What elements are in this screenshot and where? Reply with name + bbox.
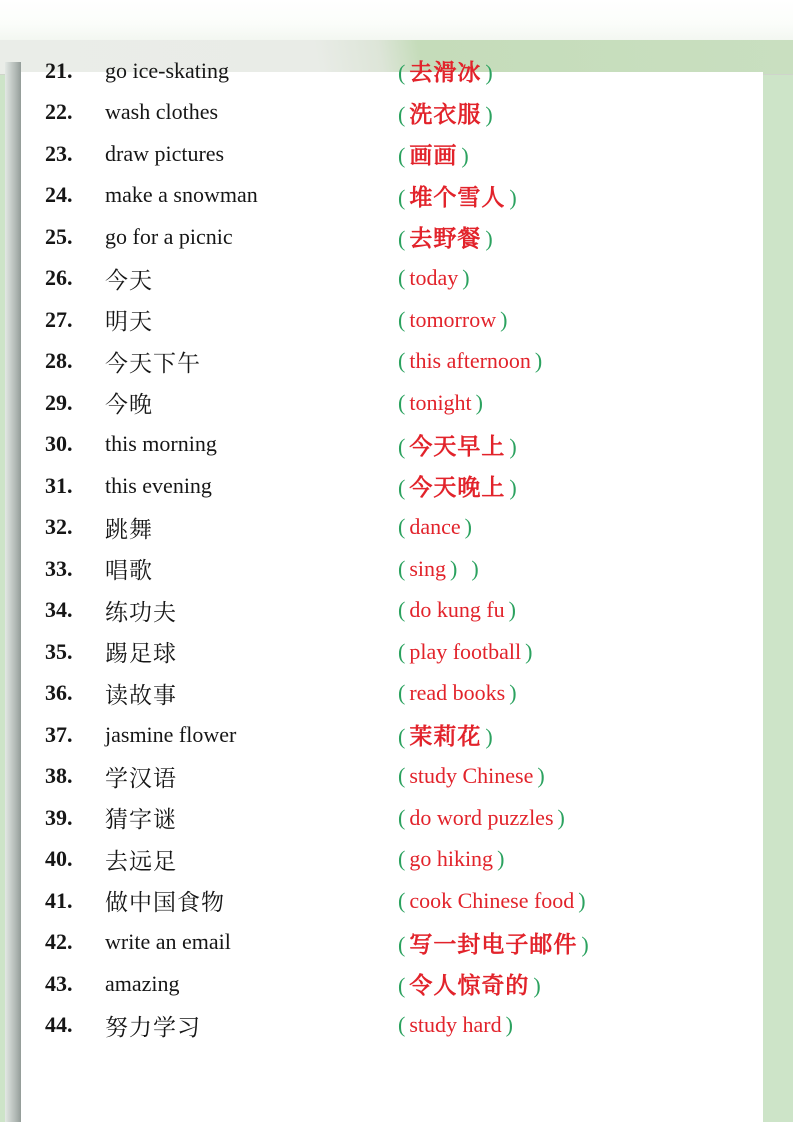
vocab-list-item xyxy=(20,714,763,756)
translation-text: today xyxy=(409,265,459,291)
close-paren: ) xyxy=(534,348,543,374)
item-term: jasmine flower xyxy=(105,721,237,747)
item-number: 36. xyxy=(45,680,73,706)
vocab-list-item xyxy=(20,299,763,341)
vocab-list xyxy=(20,50,763,1046)
vocab-list-item xyxy=(20,756,763,798)
item-translation xyxy=(398,763,763,789)
close-paren: ) xyxy=(475,389,483,415)
vocab-list-item xyxy=(20,258,763,300)
item-number: 37. xyxy=(45,721,73,747)
item-number: 23. xyxy=(45,140,73,166)
item-translation xyxy=(398,307,763,333)
translation-text: study hard xyxy=(409,1012,502,1038)
vocab-list-item xyxy=(20,133,763,175)
item-translation xyxy=(398,428,763,461)
open-paren: ( xyxy=(398,638,406,664)
item-term: 学汉语 xyxy=(105,765,177,792)
item-number: 42. xyxy=(45,929,73,955)
close-paren: ) xyxy=(557,804,565,830)
close-paren: ) xyxy=(485,724,493,750)
item-number: 21. xyxy=(45,57,73,83)
translation-text: 去滑冰 xyxy=(409,60,482,87)
close-paren: ) xyxy=(525,638,533,664)
close-paren: ) xyxy=(505,1012,513,1038)
item-number: 25. xyxy=(45,223,73,249)
close-paren: ) xyxy=(581,931,589,957)
open-paren: ( xyxy=(398,348,406,374)
item-translation xyxy=(398,967,763,1000)
item-number: 28. xyxy=(45,348,73,374)
vocab-list-item xyxy=(20,880,763,922)
item-translation xyxy=(398,179,763,212)
extra-close-paren: ) xyxy=(471,555,479,581)
vocab-list-item xyxy=(20,839,763,881)
translation-text: 去野餐 xyxy=(409,226,482,253)
item-translation xyxy=(398,348,763,374)
item-term: go ice-skating xyxy=(105,57,230,83)
close-paren: ) xyxy=(509,184,517,210)
item-translation xyxy=(398,926,763,959)
vocab-list-item xyxy=(20,175,763,217)
close-paren: ) xyxy=(537,763,545,789)
vocab-list-item xyxy=(20,424,763,466)
item-translation xyxy=(398,54,763,87)
translation-text: read books xyxy=(409,680,506,706)
translation-text: this afternoon xyxy=(409,348,531,374)
translation-text: 今天晚上 xyxy=(409,475,506,502)
item-number: 31. xyxy=(45,472,73,498)
vocab-list-item xyxy=(20,590,763,632)
close-paren: ) xyxy=(464,514,472,540)
close-paren: ) xyxy=(461,143,469,169)
page-left-edge-shadow xyxy=(5,62,21,1122)
item-term: 努力学习 xyxy=(105,1014,201,1041)
open-paren: ( xyxy=(398,887,406,913)
open-paren: ( xyxy=(398,597,406,623)
item-term: 猜字谜 xyxy=(105,807,177,834)
vocab-list-item xyxy=(20,631,763,673)
item-translation xyxy=(398,805,763,831)
vocab-list-item xyxy=(20,341,763,383)
item-translation xyxy=(398,1012,763,1038)
item-term: 做中国食物 xyxy=(105,890,225,917)
open-paren: ( xyxy=(398,555,406,581)
item-term: write an email xyxy=(105,929,231,955)
item-number: 32. xyxy=(45,514,73,540)
open-paren: ( xyxy=(398,475,406,501)
vocab-list-item xyxy=(20,1005,763,1047)
translation-text: dance xyxy=(409,514,461,540)
item-number: 33. xyxy=(45,555,73,581)
open-paren: ( xyxy=(398,763,406,789)
vocab-list-item xyxy=(20,963,763,1005)
open-paren: ( xyxy=(398,60,406,86)
item-translation xyxy=(398,888,763,914)
translation-text: 令人惊奇的 xyxy=(409,973,530,1000)
vocab-list-item xyxy=(20,548,763,590)
translation-text: do word puzzles xyxy=(409,804,554,830)
item-translation xyxy=(398,469,763,502)
open-paren: ( xyxy=(398,101,406,127)
translation-text: 茉莉花 xyxy=(409,724,482,751)
close-paren: ) xyxy=(485,101,493,127)
open-paren: ( xyxy=(398,724,406,750)
translation-text: cook Chinese food xyxy=(409,887,575,913)
translation-text: study Chinese xyxy=(409,763,534,789)
vocab-list-item xyxy=(20,50,763,92)
close-paren: ) xyxy=(497,846,505,872)
item-translation xyxy=(398,96,763,129)
item-number: 27. xyxy=(45,306,73,332)
item-number: 29. xyxy=(45,389,73,415)
open-paren: ( xyxy=(398,433,406,459)
open-paren: ( xyxy=(398,1012,406,1038)
item-term: 今天下午 xyxy=(105,350,201,377)
item-translation xyxy=(398,556,763,582)
item-translation xyxy=(398,846,763,872)
close-paren: ) xyxy=(485,226,493,252)
open-paren: ( xyxy=(398,680,406,706)
close-paren: ) xyxy=(450,555,458,581)
item-term: 唱歌 xyxy=(105,558,153,585)
open-paren: ( xyxy=(398,184,406,210)
translation-text: sing xyxy=(409,555,447,581)
open-paren: ( xyxy=(398,846,406,872)
open-paren: ( xyxy=(398,931,406,957)
item-term: 踢足球 xyxy=(105,641,177,668)
item-number: 38. xyxy=(45,763,73,789)
item-number: 43. xyxy=(45,970,73,996)
item-number: 34. xyxy=(45,597,73,623)
close-paren: ) xyxy=(509,680,517,706)
vocab-list-item xyxy=(20,382,763,424)
item-number: 40. xyxy=(45,846,73,872)
item-term: 跳舞 xyxy=(105,516,153,543)
item-term: go for a picnic xyxy=(105,223,233,249)
item-number: 30. xyxy=(45,431,73,457)
item-translation xyxy=(398,390,763,416)
open-paren: ( xyxy=(398,514,406,540)
item-term: 去远足 xyxy=(105,848,177,875)
open-paren: ( xyxy=(398,306,406,332)
item-number: 35. xyxy=(45,638,73,664)
item-translation xyxy=(398,514,763,540)
translation-text: 今天早上 xyxy=(409,433,506,460)
open-paren: ( xyxy=(398,973,406,999)
item-term: 今晚 xyxy=(105,392,153,419)
translation-text: tomorrow xyxy=(409,306,497,332)
close-paren: ) xyxy=(509,475,517,501)
item-number: 44. xyxy=(45,1012,73,1038)
item-term: make a snowman xyxy=(105,182,258,208)
item-translation xyxy=(398,718,763,751)
vocab-list-item xyxy=(20,797,763,839)
translation-text: 堆个雪人 xyxy=(409,184,506,211)
translation-text: 洗衣服 xyxy=(409,101,482,128)
open-paren: ( xyxy=(398,265,406,291)
item-translation xyxy=(398,265,763,291)
translation-text: 写一封电子邮件 xyxy=(409,931,578,958)
item-number: 39. xyxy=(45,804,73,830)
item-translation xyxy=(398,639,763,665)
vocab-list-item xyxy=(20,922,763,964)
translation-text: tonight xyxy=(409,389,472,415)
open-paren: ( xyxy=(398,143,406,169)
item-term: draw pictures xyxy=(105,140,225,166)
vocab-list-item xyxy=(20,216,763,258)
page-top-margin xyxy=(0,0,793,40)
vocab-list-item xyxy=(20,92,763,134)
open-paren: ( xyxy=(398,804,406,830)
item-translation xyxy=(398,137,763,170)
item-translation xyxy=(398,220,763,253)
item-term: this evening xyxy=(105,472,212,498)
vocab-list-item xyxy=(20,673,763,715)
item-term: 练功夫 xyxy=(105,599,177,626)
item-number: 26. xyxy=(45,265,73,291)
close-paren: ) xyxy=(462,265,470,291)
translation-text: 画画 xyxy=(409,143,458,170)
item-translation xyxy=(398,597,763,623)
item-term: 明天 xyxy=(105,309,153,336)
vocab-list-item xyxy=(20,507,763,549)
item-term: 今天 xyxy=(105,267,153,294)
translation-text: play football xyxy=(409,638,522,664)
item-term: wash clothes xyxy=(105,99,219,125)
close-paren: ) xyxy=(485,60,493,86)
item-translation xyxy=(398,680,763,706)
open-paren: ( xyxy=(398,389,406,415)
vocab-list-item xyxy=(20,465,763,507)
translation-text: go hiking xyxy=(409,846,494,872)
item-number: 24. xyxy=(45,182,73,208)
close-paren: ) xyxy=(533,973,541,999)
item-number: 41. xyxy=(45,887,73,913)
close-paren: ) xyxy=(508,597,516,623)
close-paren: ) xyxy=(578,887,586,913)
item-term: 读故事 xyxy=(105,682,177,709)
open-paren: ( xyxy=(398,226,406,252)
item-term: this morning xyxy=(105,431,217,457)
close-paren: ) xyxy=(500,306,508,332)
item-number: 22. xyxy=(45,99,73,125)
item-term: amazing xyxy=(105,970,180,996)
close-paren: ) xyxy=(509,433,517,459)
translation-text: do kung fu xyxy=(409,597,505,623)
